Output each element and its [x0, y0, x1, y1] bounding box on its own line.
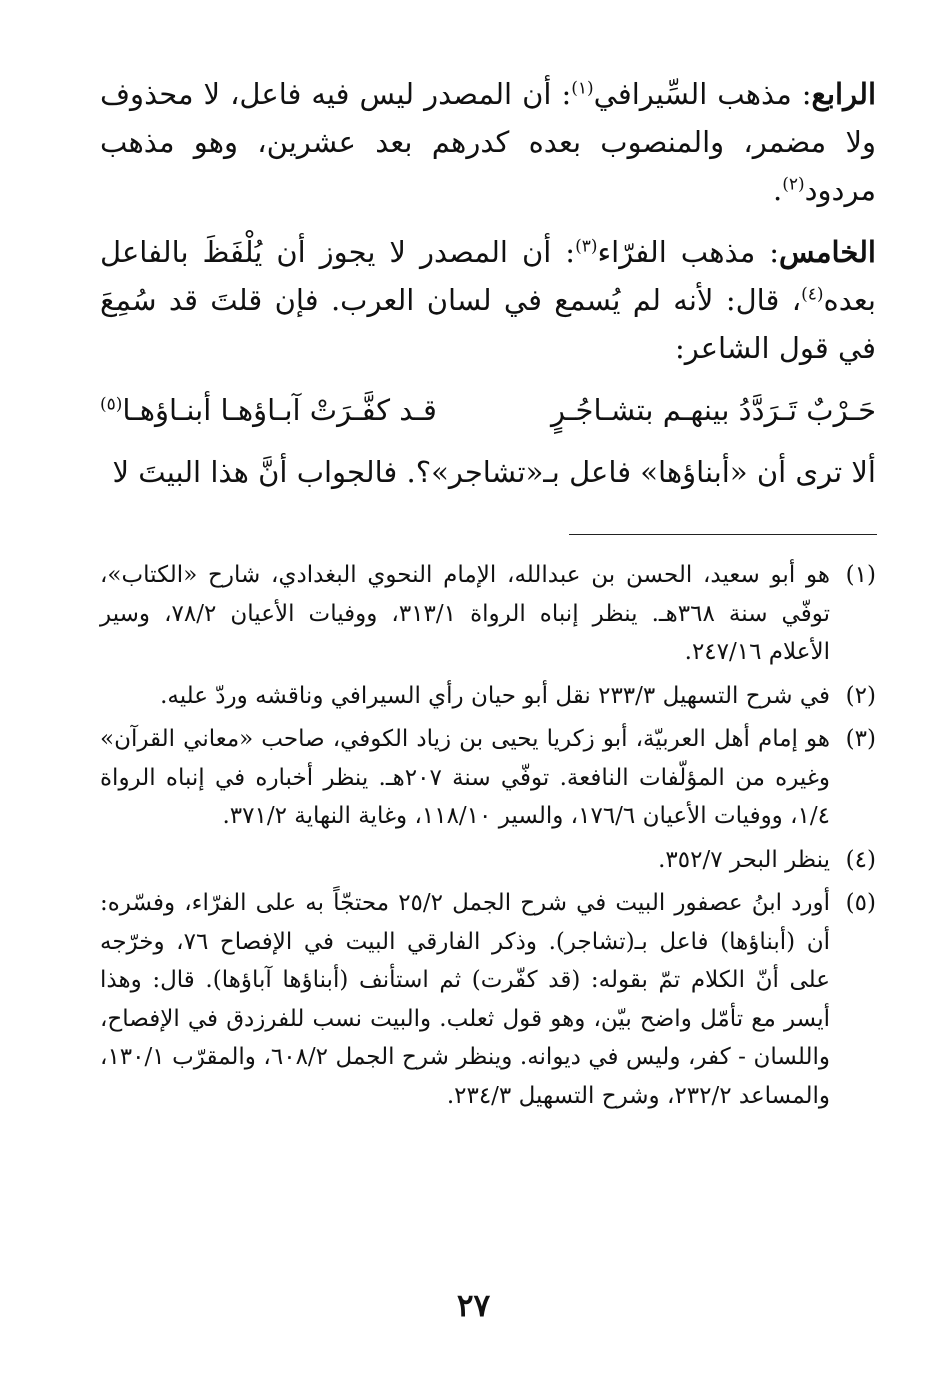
footnote-text: هو إمام أهل العربيّة، أبو زكريا يحيى بن زياد الكوفي، صاحب «معاني القرآن» وغيره من المؤلّفات النافعة. توفّي سنة ٢٠٧هـ. ينظر أخباره في إنباه الرواة ١/٤، ووفيات الأعيان ١٧٦/٦، والسير ١١٨/١٠، وغاية النهاية ٣٧١/٢.	[100, 726, 831, 829]
footnote-ref[interactable]: (٤)	[801, 284, 824, 305]
paragraph-text: : مذهب السِّيرافي	[593, 77, 812, 111]
footnote-text: ينظر البحر ٣٥٢/٧.	[658, 846, 830, 873]
footnote-text: في شرح التسهيل ٢٣٣/٣ نقل أبو حيان رأي السيرافي وناقشه وردّ عليه.	[160, 682, 830, 709]
paragraph-keyword: الخامس	[779, 235, 876, 269]
footnote-ref[interactable]: (٣)	[575, 236, 598, 257]
footnote-4	[100, 841, 876, 880]
paragraph-text: : مذهب الفرّاء	[597, 235, 780, 269]
footnote-3	[100, 720, 876, 836]
footnotes-section	[100, 556, 876, 1120]
footnote-number: (٤)	[845, 846, 876, 873]
footnote-separator	[569, 534, 877, 535]
footnote-ref[interactable]: (١)	[571, 78, 594, 99]
paragraph-keyword: الرابع	[811, 77, 877, 111]
poetry-verse	[100, 386, 876, 434]
paragraph-fifth-view	[100, 228, 876, 372]
paragraph-text: ، قال: لأنه لم يُسمع في لسان العرب. فإن قلتَ قد سُمِعَ في قول الشاعر:	[100, 283, 876, 365]
footnote-number: (٣)	[845, 726, 876, 752]
verse-second-hemistich: حَـرْبٌ تَـرَدَّدُ بينهـم بتشـاجُـرٍ	[551, 393, 876, 427]
footnote-text: أورد ابنُ عصفور البيت في شرح الجمل ٢٥/٢ محتجّاً به على الفرّاء، وفسّره: أن (أبناؤها) فاعل بـ(تشاجر). وذكر الفارقي البيت في الإفصاح ٧٦، وخرّجه على أنّ الكلام تمّ بقوله: (قد كفّرت) ثم استأنف (أبناؤها آباؤها). قال: وهذا أيسر مع تأمّل واضح بيّن، وهو قول ثعلب. والبيت نسب للفرزدق في الإفصاح، واللسان - كفر، وليس في ديوانه. وينظر شرح الجمل ٦٠٨/٢، والمقرّب ١٣٠/١، والمساعد ٢٣٢/٢، وشرح التسهيل ٢٣٤/٣.	[100, 890, 830, 1109]
footnote-ref[interactable]: (٢)	[782, 174, 805, 195]
paragraph-text: .	[772, 173, 783, 207]
footnote-5	[100, 884, 876, 1115]
footnote-text: هو أبو سعيد، الحسن بن عبدالله، الإمام النحوي البغدادي، شارح «الكتاب»، توفّي سنة ٣٦٨هـ. ينظر إنباه الرواة ٣١٣/١، ووفيات الأعيان ٧٨/٢، وسير الأعلام ٢٤٧/١٦.	[100, 562, 830, 665]
footnote-number: (١)	[845, 562, 876, 588]
paragraph-fourth-view	[100, 70, 876, 214]
paragraph-text: : أن المصدر ليس فيه فاعل، لا محذوف ولا مضمر، والمنصوب بعده كدرهم بعد عشرين، وهو مذهب مردود	[100, 77, 876, 207]
footnote-2	[100, 677, 876, 716]
paragraph-answer	[100, 448, 876, 496]
main-text-block	[100, 70, 876, 510]
footnote-ref[interactable]: (٥)	[100, 394, 123, 415]
paragraph-text: : أن المصدر لا يجوز أن يُلْفَظَ بالفاعل بعده	[100, 235, 876, 317]
footnote-1	[100, 556, 876, 672]
footnote-number: (٢)	[845, 682, 876, 709]
verse-first-hemistich: قـد كفَّـرَتْ آبـاؤهـا أبنـاؤهـا	[122, 393, 437, 427]
footnote-number: (٥)	[845, 890, 876, 916]
main-body	[100, 70, 876, 496]
paragraph-text: ألا ترى أن «أبناؤها» فاعل بـ«تشاجر»؟. فالجواب أنَّ هذا البيتَ لا	[112, 455, 876, 489]
page-number: ٢٧	[456, 1288, 491, 1324]
verse-first-hemistich-wrap	[100, 386, 437, 434]
